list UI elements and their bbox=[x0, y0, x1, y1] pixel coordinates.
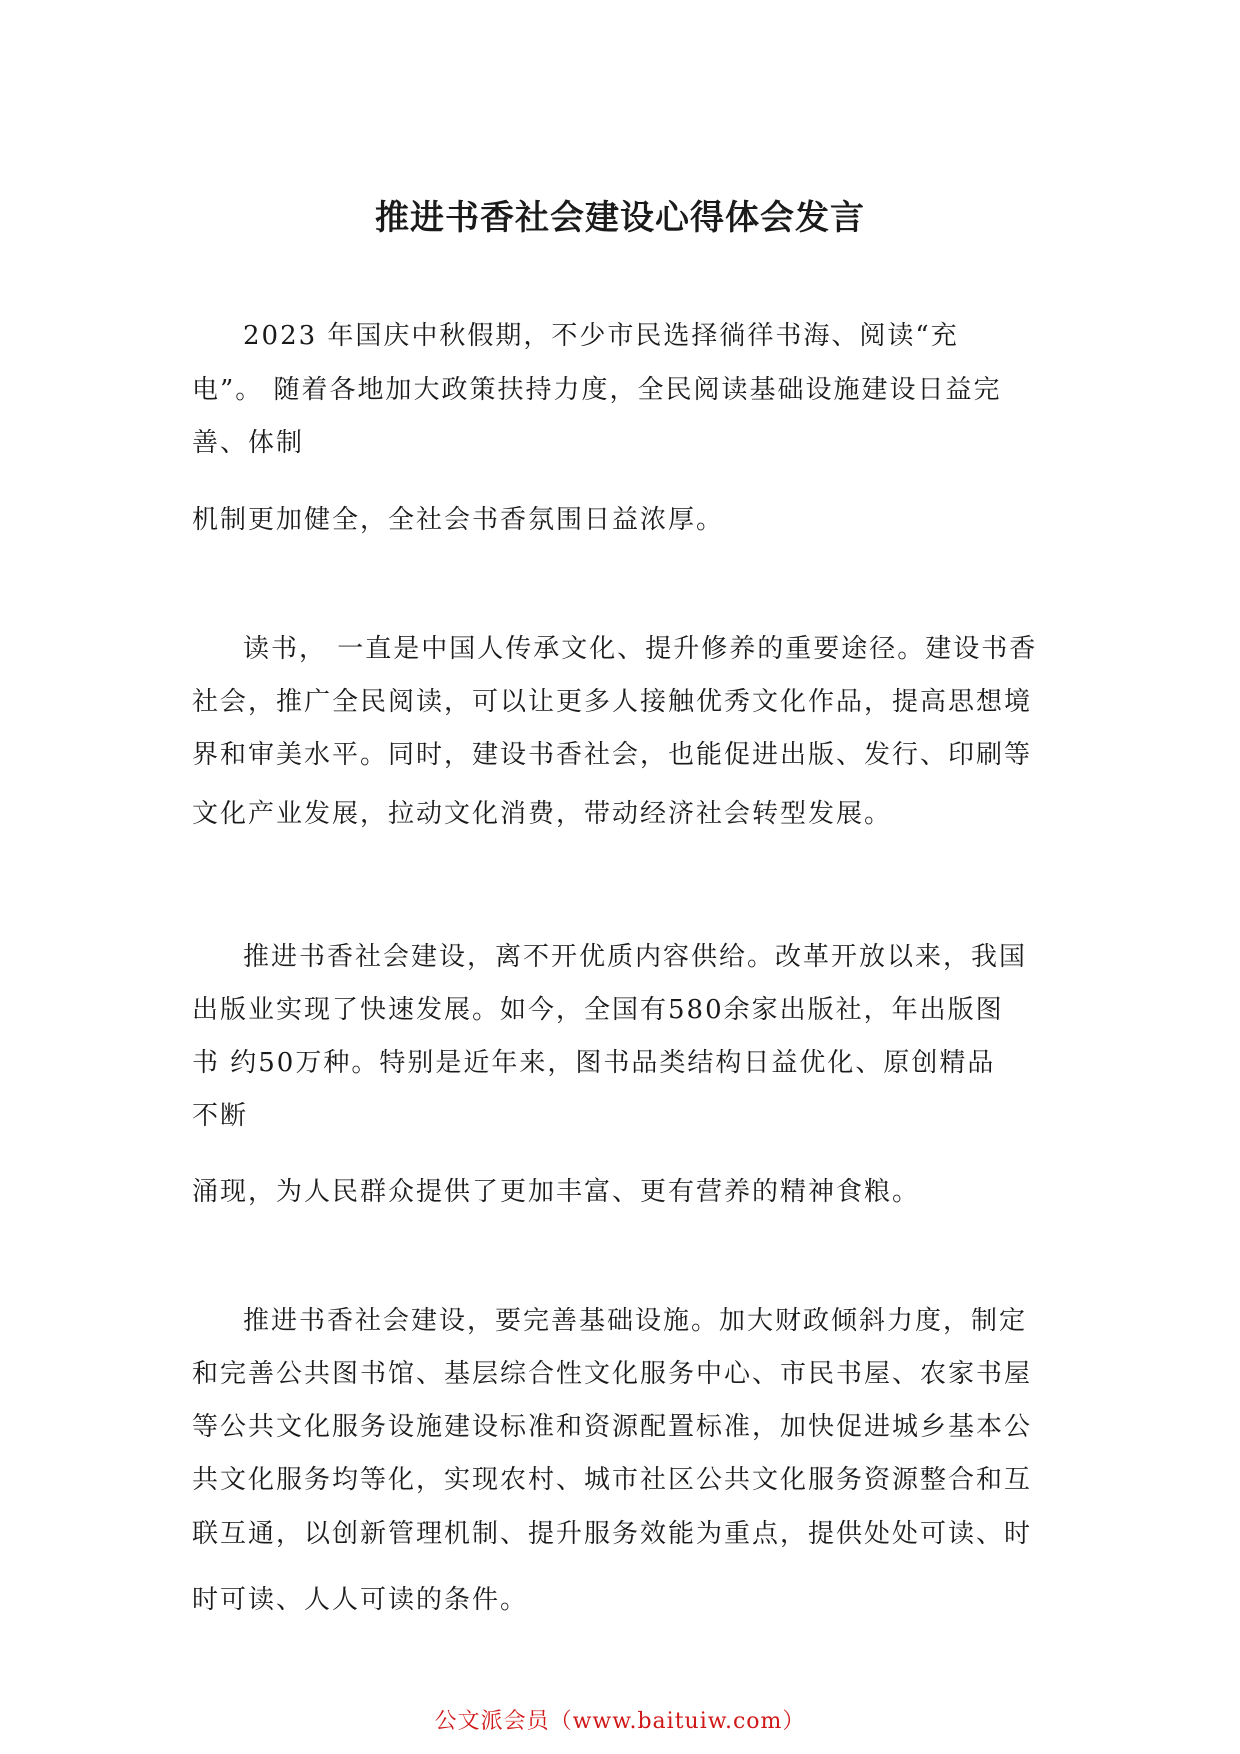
paragraph-3-line-4: 不断 bbox=[192, 1101, 249, 1131]
paragraph-3-line-2: 出版业实现了快速发展。如今，全国有580余家出版社，年出版图 bbox=[192, 995, 1004, 1025]
document-title: 推进书香社会建设心得体会发言 bbox=[375, 198, 865, 238]
paragraph-4-line-1: 推进书香社会建设，要完善基础设施。加大财政倾斜力度，制定 bbox=[243, 1306, 1028, 1336]
footer-watermark-link[interactable]: 公文派会员（www.baituiw.com） bbox=[434, 1709, 806, 1734]
paragraph-4-line-4: 共文化服务均等化，实现农村、城市社区公共文化服务资源整合和互 bbox=[192, 1465, 1033, 1495]
paragraph-4-line-2: 和完善公共图书馆、基层综合性文化服务中心、市民书屋、农家书屋 bbox=[192, 1359, 1033, 1389]
paragraph-4-line-3: 等公共文化服务设施建设标准和资源配置标准，加快促进城乡基本公 bbox=[192, 1412, 1033, 1442]
paragraph-3-line-1: 推进书香社会建设，离不开优质内容供给。改革开放以来，我国 bbox=[243, 942, 1028, 972]
paragraph-4-line-5: 联互通，以创新管理机制、提升服务效能为重点，提供处处可读、时 bbox=[192, 1519, 1033, 1549]
paragraph-4-line-6: 时可读、人人可读的条件。 bbox=[192, 1585, 529, 1615]
paragraph-2-line-4: 文化产业发展，拉动文化消费，带动经济社会转型发展。 bbox=[192, 799, 893, 829]
paragraph-1-line-1: 2023 年国庆中秋假期，不少市民选择徜徉书海、阅读“充 bbox=[243, 321, 959, 351]
paragraph-2-line-3: 界和审美水平。同时，建设书香社会，也能促进出版、发行、印刷等 bbox=[192, 740, 1033, 770]
paragraph-3-line-5: 涌现，为人民群众提供了更加丰富、更有营养的精神食粮。 bbox=[192, 1177, 921, 1207]
paragraph-1-line-4: 机制更加健全，全社会书香氛围日益浓厚。 bbox=[192, 505, 725, 535]
paragraph-2-line-2: 社会，推广全民阅读，可以让更多人接触优秀文化作品，提高思想境 bbox=[192, 687, 1033, 717]
paragraph-3-line-3: 书 约50万种。特别是近年来，图书品类结构日益优化、原创精品 bbox=[192, 1048, 996, 1078]
paragraph-1-line-3: 善、体制 bbox=[192, 428, 305, 458]
paragraph-2-line-1: 读书， 一直是中国人传承文化、提升修养的重要途径。建设书香 bbox=[243, 634, 1038, 664]
paragraph-1-line-2: 电”。 随着各地加大政策扶持力度，全民阅读基础设施建设日益完 bbox=[192, 375, 1002, 405]
